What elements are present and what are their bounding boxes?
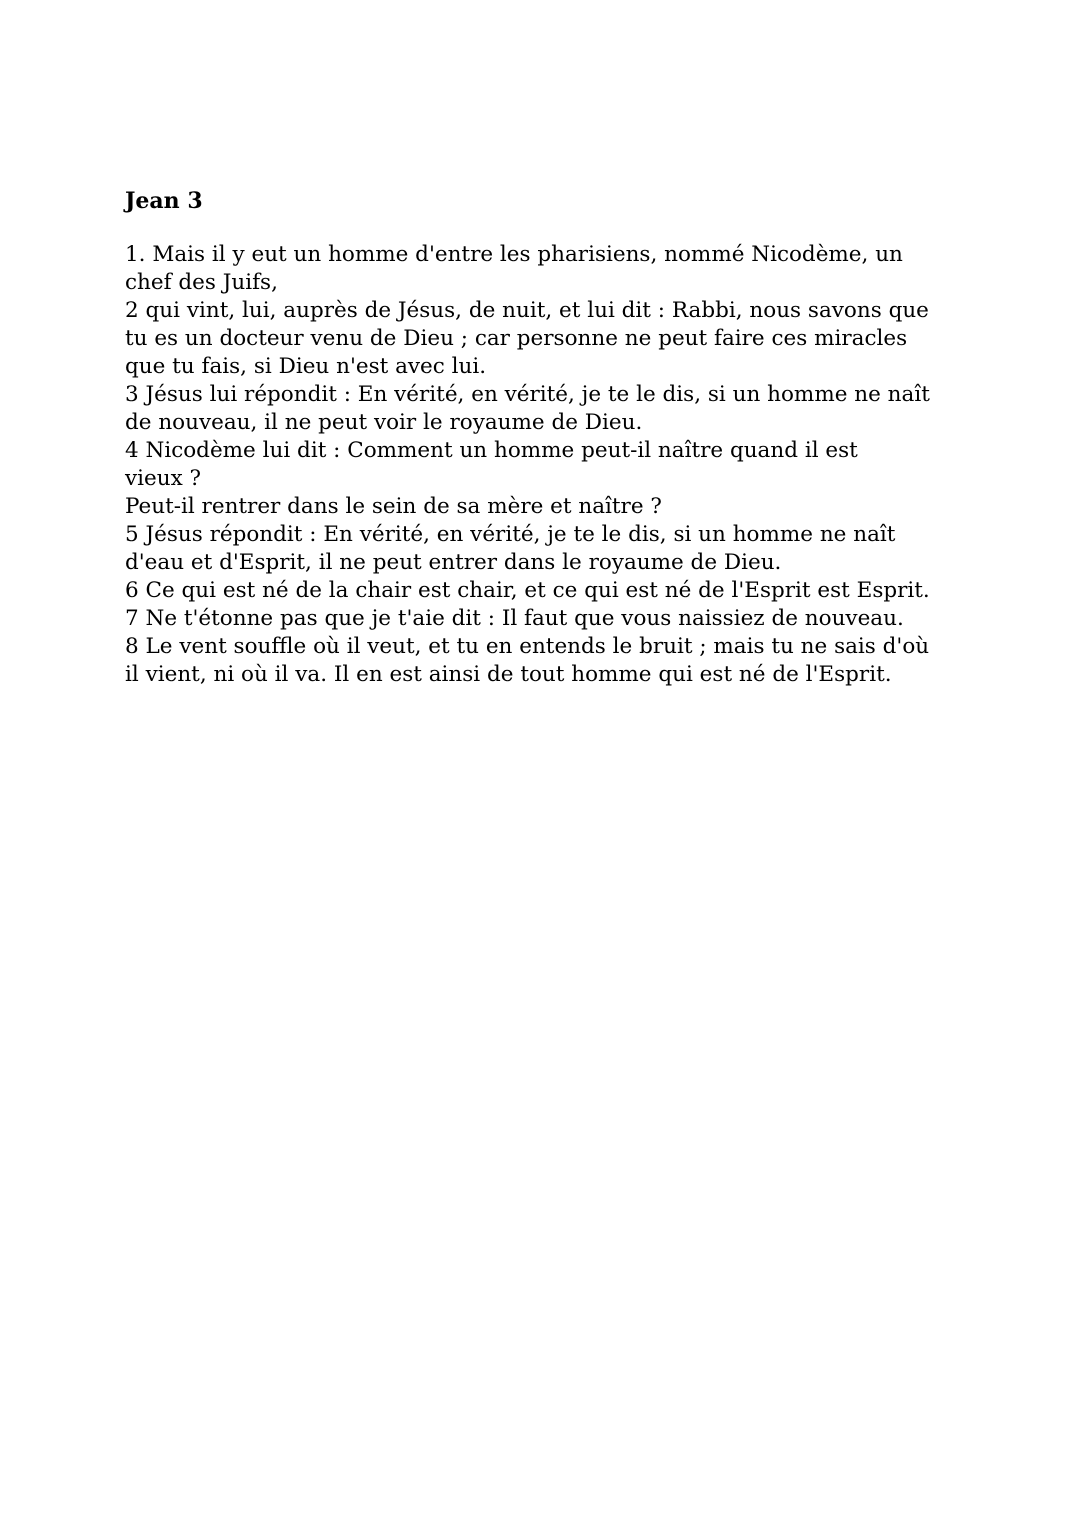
text-line: 3 Jésus lui répondit : En vérité, en vérité, je te le dis, si un homme ne naît [125, 382, 930, 407]
text-line: il vient, ni où il va. Il en est ainsi de tout homme qui est né de l'Esprit. [125, 662, 892, 687]
text-line: 5 Jésus répondit : En vérité, en vérité, je te le dis, si un homme ne naît [125, 522, 896, 547]
verse-text [125, 241, 945, 689]
text-line: d'eau et d'Esprit, il ne peut entrer dans le royaume de Dieu. [125, 550, 782, 575]
text-line: 2 qui vint, lui, auprès de Jésus, de nuit, et lui dit : Rabbi, nous savons que [125, 298, 929, 323]
text-line: 8 Le vent souffle où il veut, et tu en entends le bruit ; mais tu ne sais d'où [125, 634, 930, 659]
text-line: tu es un docteur venu de Dieu ; car personne ne peut faire ces miracles [125, 326, 908, 351]
document-page [125, 186, 945, 689]
text-line: 1. Mais il y eut un homme d'entre les pharisiens, nommé Nicodème, un [125, 242, 903, 267]
text-line: que tu fais, si Dieu n'est avec lui. [125, 354, 487, 379]
text-line: de nouveau, il ne peut voir le royaume de Dieu. [125, 410, 643, 435]
text-line: Peut-il rentrer dans le sein de sa mère et naître ? [125, 494, 662, 519]
text-line: 6 Ce qui est né de la chair est chair, et ce qui est né de l'Esprit est Esprit. [125, 578, 930, 603]
document-title: Jean 3 [125, 188, 203, 214]
text-line: chef des Juifs, [125, 270, 278, 295]
text-line: 4 Nicodème lui dit : Comment un homme peut-il naître quand il est [125, 438, 858, 463]
text-line: 7 Ne t'étonne pas que je t'aie dit : Il faut que vous naissiez de nouveau. [125, 606, 904, 631]
text-line: vieux ? [125, 466, 202, 491]
